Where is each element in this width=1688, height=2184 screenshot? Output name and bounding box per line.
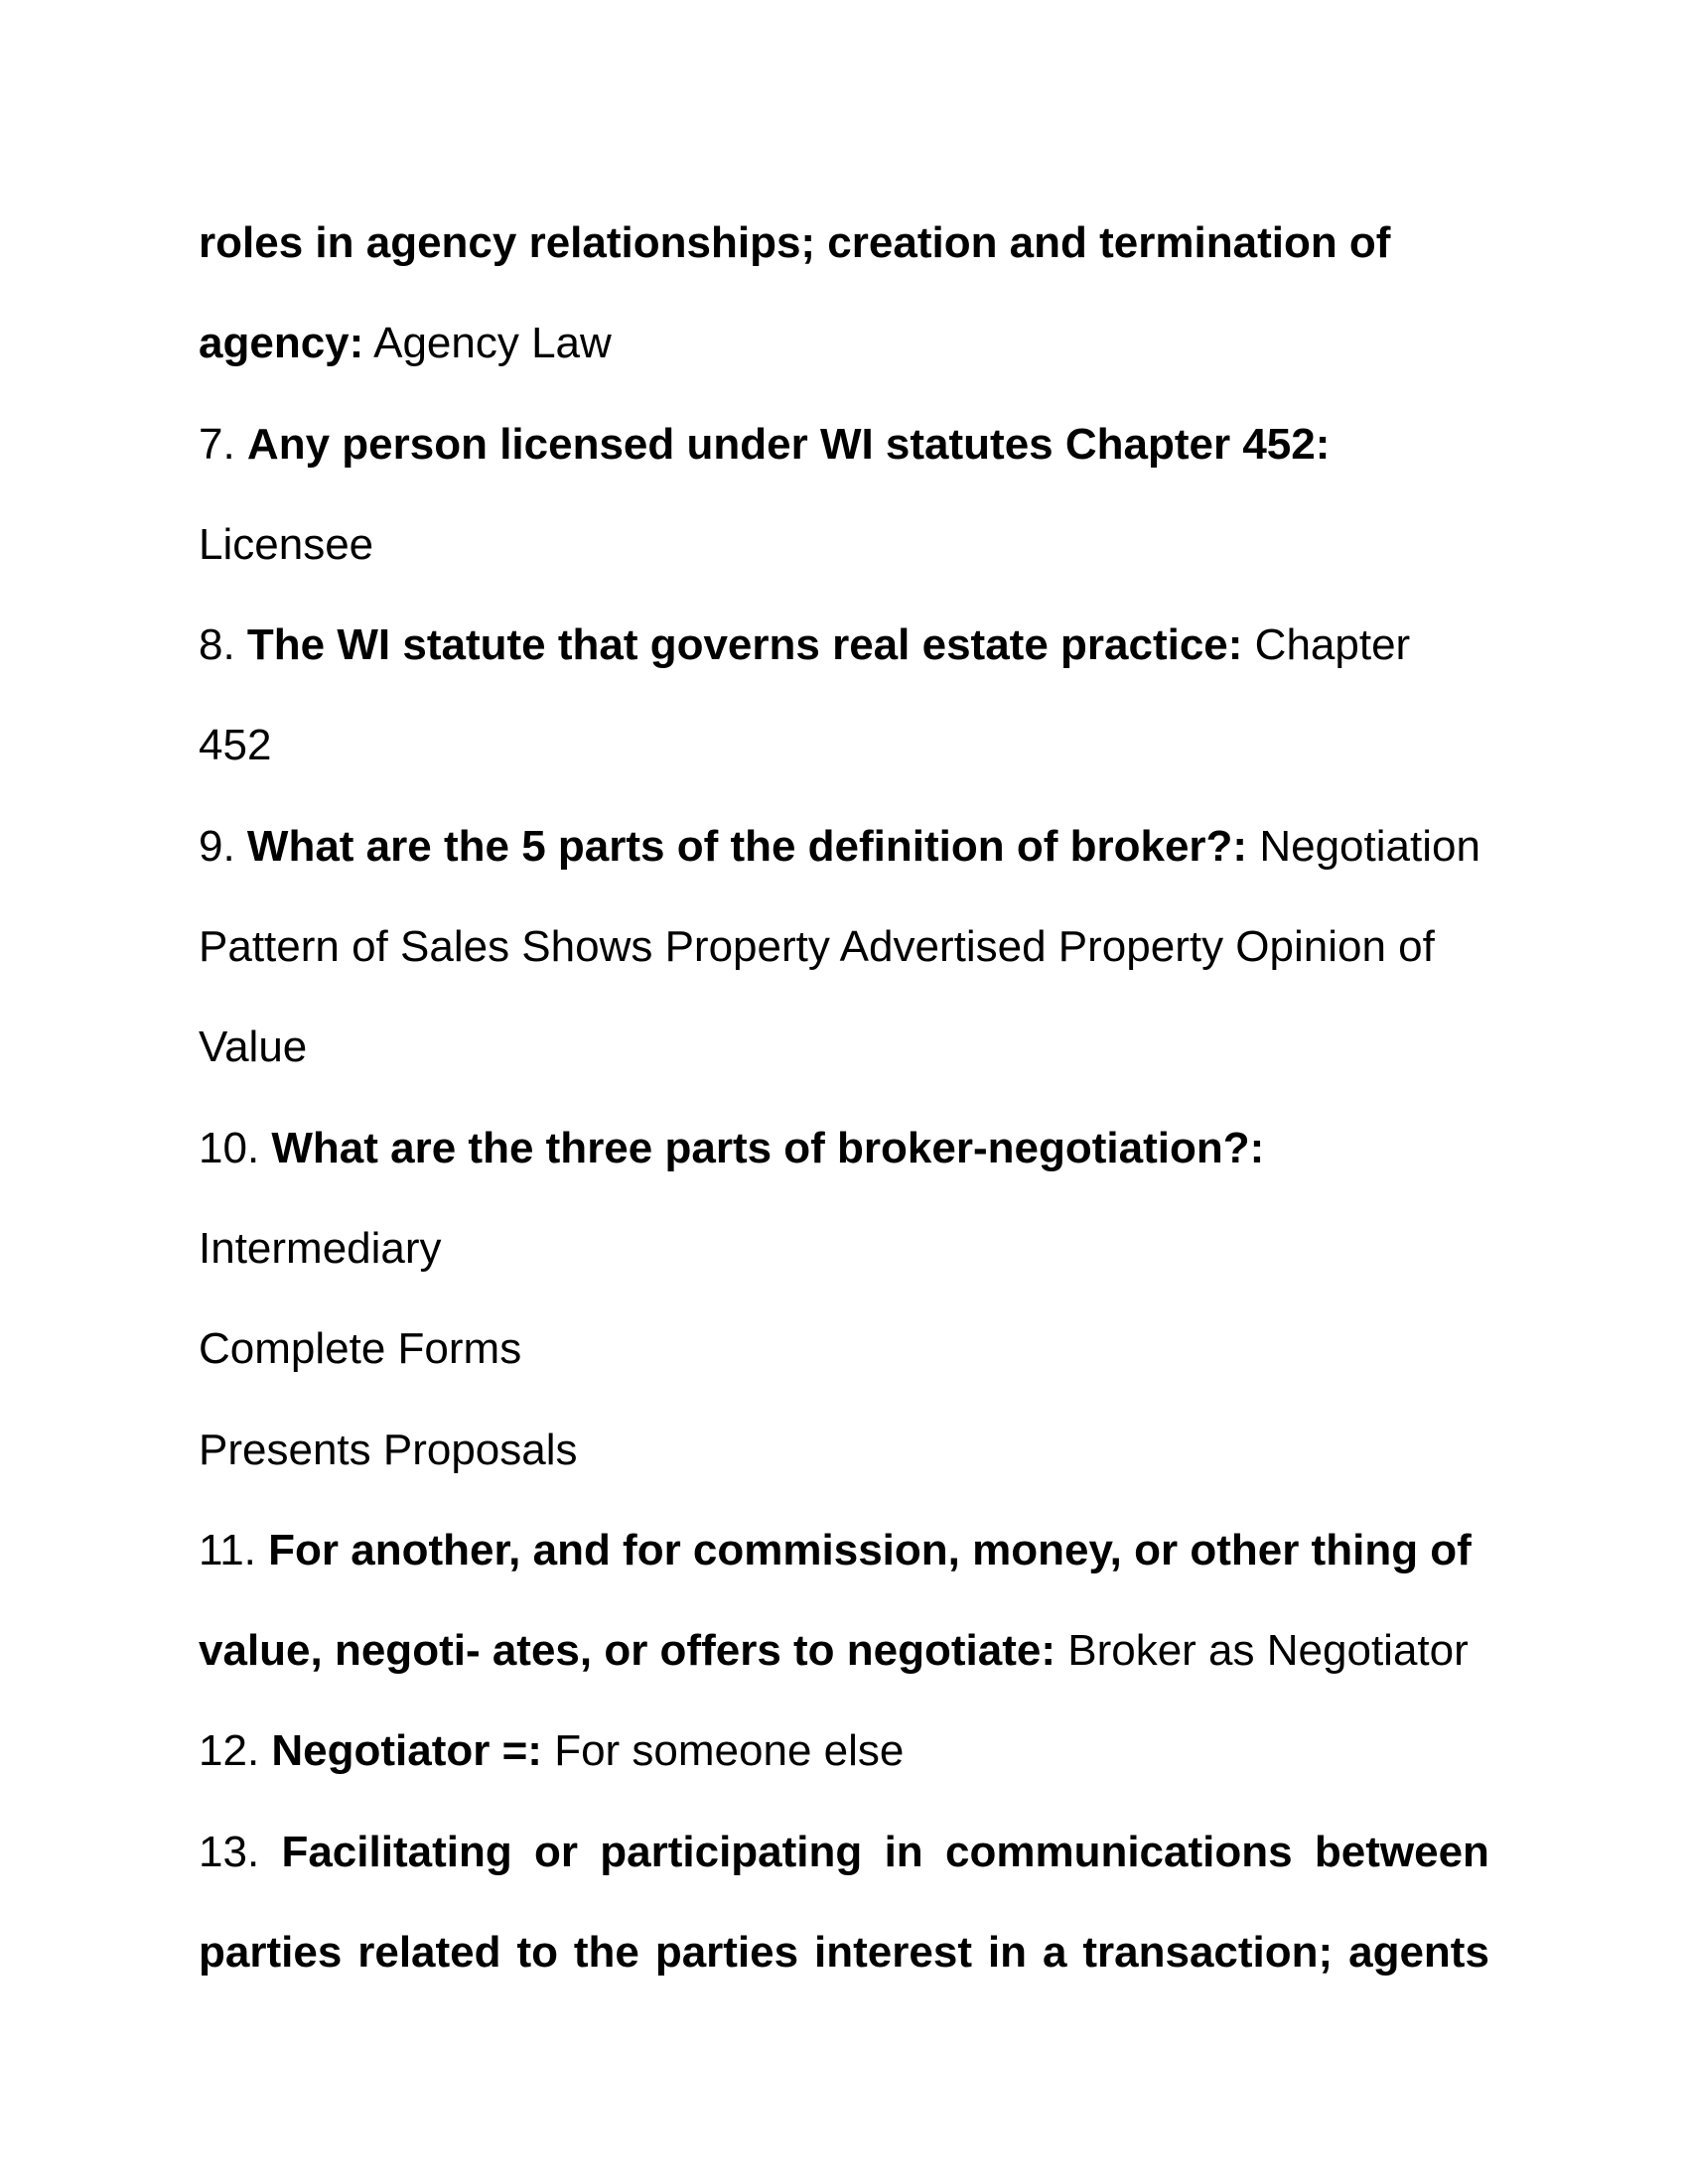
answer-text: For someone else	[541, 1726, 905, 1776]
answer-text: Negotiation	[1247, 821, 1480, 871]
item-number: 13.	[199, 1827, 260, 1876]
question-text: value, negoti- ates, or offers to negotiate:	[199, 1626, 1056, 1676]
question-text: What are the 5 parts of the definition of broker?:	[246, 821, 1248, 871]
answer-text: Broker as Negotiator	[1055, 1626, 1469, 1676]
answer-text: Pattern of Sales Shows Property Advertised Property Opinion of	[199, 922, 1435, 972]
text-line	[199, 695, 1489, 795]
item-number: 9.	[199, 821, 247, 871]
text-line	[199, 896, 1489, 997]
text-line	[199, 1400, 1489, 1500]
question-word: in	[987, 1928, 1028, 1978]
answer-text: Value	[199, 1023, 308, 1072]
question-text: Negotiator =:	[271, 1726, 542, 1776]
question-word: parties	[199, 1928, 343, 1978]
question-word: a	[1042, 1928, 1067, 1978]
question-word: or	[533, 1827, 578, 1876]
question-word: interest	[814, 1928, 972, 1978]
question-word: participating	[600, 1827, 863, 1876]
question-word: between	[1314, 1827, 1489, 1876]
text-line	[199, 1701, 1489, 1801]
text-line	[199, 293, 1489, 393]
question-word: agents	[1348, 1928, 1489, 1978]
question-word: the	[573, 1928, 639, 1978]
question-text: For another, and for commission, money, or other thing of	[268, 1525, 1472, 1574]
answer-text: Licensee	[199, 519, 374, 569]
question-word: Facilitating	[281, 1827, 512, 1876]
item-number: 7.	[199, 419, 247, 469]
answer-text: Chapter	[1242, 620, 1411, 670]
answer-text: Agency Law	[363, 319, 612, 368]
question-text: What are the three parts of broker-negotiation?:	[271, 1123, 1265, 1172]
item-number: 8.	[199, 620, 247, 670]
question-text: Any person licensed under WI statutes Chapter 452:	[246, 419, 1331, 469]
text-line	[199, 1600, 1489, 1701]
text-line	[199, 1098, 1489, 1198]
answer-text: Complete Forms	[199, 1324, 522, 1374]
question-word: communications	[944, 1827, 1293, 1876]
question-word: related	[357, 1928, 501, 1978]
text-line	[199, 997, 1489, 1097]
text-line	[199, 193, 1489, 293]
text-line	[199, 394, 1489, 494]
text-line	[199, 1902, 1489, 2002]
question-text: roles in agency relationships; creation and termination of	[199, 218, 1391, 267]
item-number: 10.	[199, 1123, 272, 1172]
text-line	[199, 1802, 1489, 1902]
text-line	[199, 1298, 1489, 1399]
question-word: parties	[654, 1928, 799, 1978]
item-number: 11.	[199, 1525, 269, 1574]
text-line	[199, 796, 1489, 896]
question-text: agency:	[199, 319, 364, 368]
text-line	[199, 595, 1489, 695]
text-line	[199, 494, 1489, 595]
text-line	[199, 1500, 1489, 1600]
item-number: 12.	[199, 1726, 272, 1776]
question-word: transaction;	[1082, 1928, 1334, 1978]
answer-text: 452	[199, 721, 272, 770]
question-word: to	[516, 1928, 558, 1978]
question-text: The WI statute that governs real estate practice:	[246, 620, 1243, 670]
answer-text: Presents Proposals	[199, 1425, 578, 1474]
text-line	[199, 1198, 1489, 1298]
answer-text: Intermediary	[199, 1223, 442, 1273]
question-word: in	[884, 1827, 923, 1876]
document-body	[199, 193, 1489, 2002]
